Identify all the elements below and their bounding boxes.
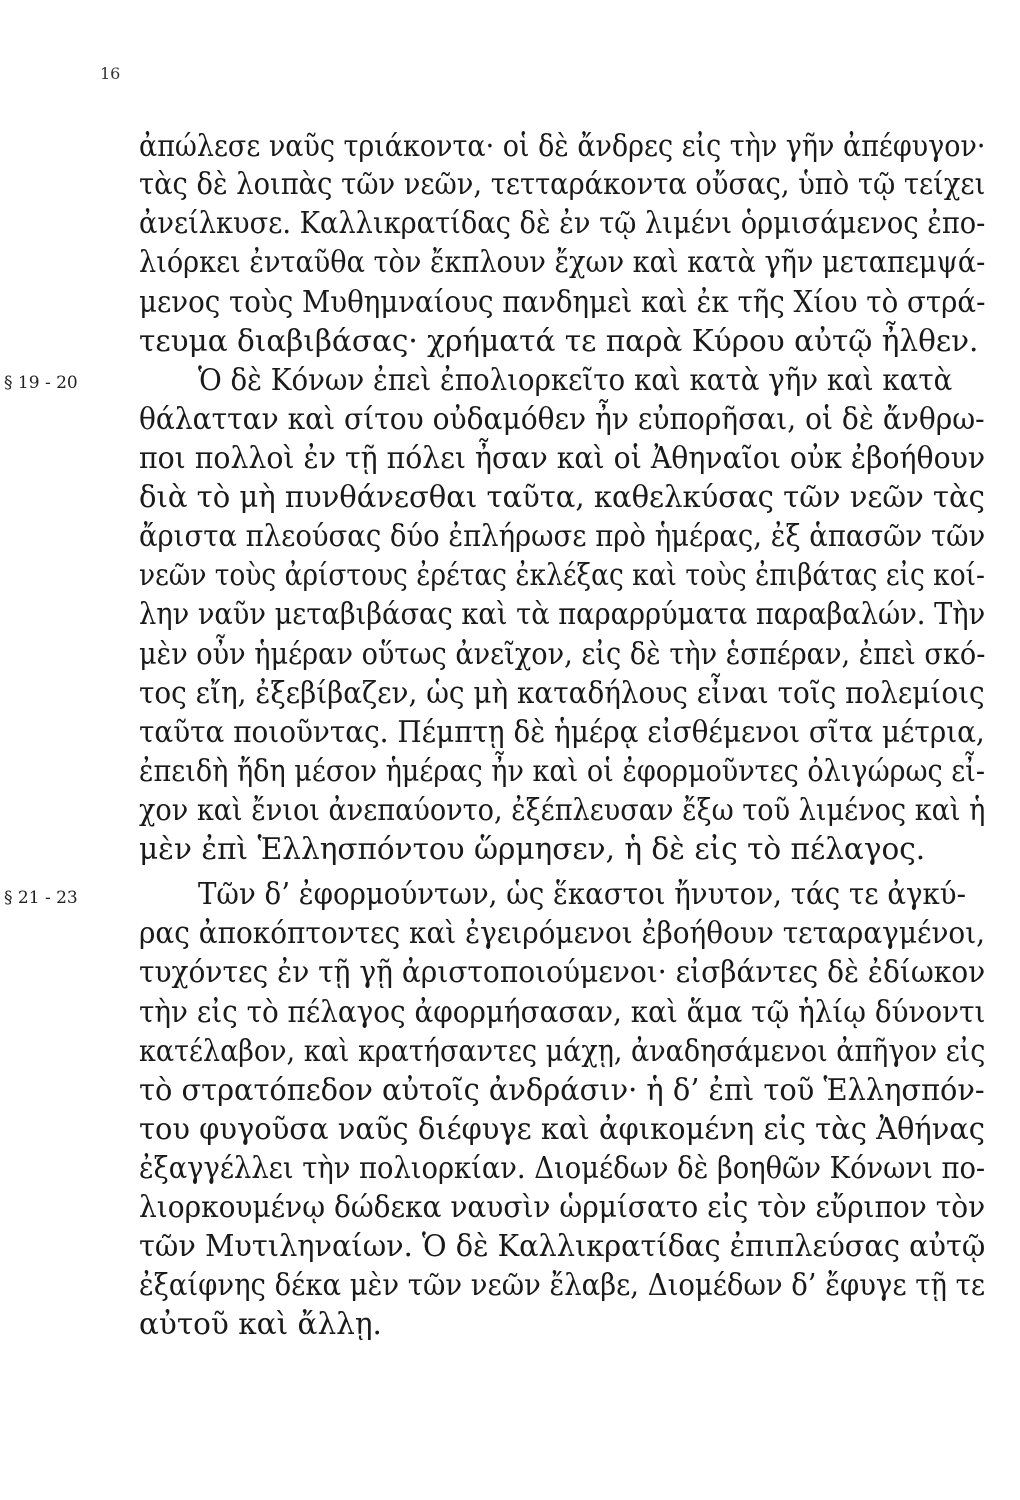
text-line: μὲν οὖν ἡμέραν οὕτως ἀνεῖχον, εἰς δὲ τὴν ἑσπέραν, ἐπεὶ σκό- xyxy=(139,637,986,671)
text-line: τὴν εἰς τὸ πέλαγος ἀφορμήσασαν, καὶ ἅμα τῷ ἡλίῳ δύνοντι xyxy=(139,995,986,1029)
text-line: ἀπώλεσε ναῦς τριάκοντα· οἱ δὲ ἄνδρες εἰς τὴν γῆν ἀπέφυγον· xyxy=(139,129,986,163)
page-number: 16 xyxy=(100,64,121,83)
text-line: τευμα διαβιβάσας· χρήματά τε παρὰ Κύρου αὐτῷ ἦλθεν. xyxy=(139,324,979,358)
text-line: τῶν Μυτιληναίων. Ὁ δὲ Καλλικρατίδας ἐπιπλεύσας αὐτῷ xyxy=(139,1229,986,1263)
text-line: μενος τοὺς Μυθημναίους πανδημεὶ καὶ ἐκ τῆς Χίου τὸ στρά- xyxy=(139,285,986,319)
text-line: κατέλαβον, καὶ κρατήσαντες μάχῃ, ἀναδησάμενοι ἀπῆγον εἰς xyxy=(139,1034,986,1068)
text-line: μὲν ἐπὶ Ἑλλησπόντου ὥρμησεν, ἡ δὲ εἰς τὸ πέλαγος. xyxy=(139,832,926,866)
text-line: Ὁ δὲ Κόνων ἐπεὶ ἐπολιορκεῖτο καὶ κατὰ γῆν καὶ κατὰ xyxy=(198,363,953,397)
text-line: ποι πολλοὶ ἐν τῇ πόλει ἦσαν καὶ οἱ Ἀθηναῖοι οὐκ ἐβοήθουν xyxy=(139,441,986,475)
text-line: ταῦτα ποιοῦντας. Πέμπτῃ δὲ ἡμέρᾳ εἰσθέμενοι σῖτα μέτρια, xyxy=(139,715,985,749)
section-ref: § 21 - 23 xyxy=(4,888,78,908)
text-line: Τῶν δ’ ἐφορμούντων, ὡς ἕκαστοι ἤνυτον, τάς τε ἀγκύ- xyxy=(198,877,966,911)
text-line: τυχόντες ἐν τῇ γῇ ἀριστοποιούμενοι· εἰσβάντες δὲ ἐδίωκον xyxy=(139,955,986,989)
text-line: τος εἴη, ἐξεβίβαζεν, ὡς μὴ καταδήλους εἶναι τοῖς πολεμίοις xyxy=(139,676,985,710)
section-ref: § 19 - 20 xyxy=(4,373,78,393)
text-line: θάλατταν καὶ σίτου οὐδαμόθεν ἦν εὐπορῆσαι, οἱ δὲ ἄνθρω- xyxy=(139,402,985,436)
text-line: ἄριστα πλεούσας δύο ἐπλήρωσε πρὸ ἡμέρας, ἐξ ἁπασῶν τῶν xyxy=(139,519,986,553)
text-line: ἐξαίφνης δέκα μὲν τῶν νεῶν ἔλαβε, Διομέδων δ’ ἔφυγε τῇ τε xyxy=(139,1268,986,1302)
text-line: τὸ στρατόπεδον αὐτοῖς ἀνδράσιν· ἡ δ’ ἐπὶ τοῦ Ἑλλησπόν- xyxy=(139,1073,985,1107)
text-line: λην ναῦν μεταβιβάσας καὶ τὰ παραρρύματα παραβαλών. Τὴν xyxy=(139,597,986,631)
text-line: ἀνείλκυσε. Καλλικρατίδας δὲ ἐν τῷ λιμένι ὁρμισάμενος ἐπο- xyxy=(139,206,986,240)
text-line: διὰ τὸ μὴ πυνθάνεσθαι ταῦτα, καθελκύσας τῶν νεῶν τὰς xyxy=(139,480,985,514)
text-line: τὰς δὲ λοιπὰς τῶν νεῶν, τετταράκοντα οὔσας, ὑπὸ τῷ τείχει xyxy=(139,167,986,201)
text-line: λιορκουμένῳ δώδεκα ναυσὶν ὡρμίσατο εἰς τὸν εὔριπον τὸν xyxy=(139,1190,986,1224)
text-line: του φυγοῦσα ναῦς διέφυγε καὶ ἀφικομένη εἰς τὰς Ἀθήνας xyxy=(139,1112,986,1146)
text-line: αὐτοῦ καὶ ἄλλῃ. xyxy=(139,1307,382,1341)
text-line: νεῶν τοὺς ἀρίστους ἐρέτας ἐκλέξας καὶ τοὺς ἐπιβάτας εἰς κοί- xyxy=(139,558,985,592)
text-line: ἐπειδὴ ἤδη μέσον ἡμέρας ἦν καὶ οἱ ἐφορμοῦντες ὀλιγώρως εἶ- xyxy=(139,754,986,788)
text-line: λιόρκει ἐνταῦθα τὸν ἔκπλουν ἔχων καὶ κατὰ γῆν μεταπεμψά- xyxy=(139,245,986,279)
text-line: χον καὶ ἔνιοι ἀνεπαύοντο, ἐξέπλευσαν ἔξω τοῦ λιμένος καὶ ἡ xyxy=(139,793,986,827)
text-line: ἐξαγγέλλει τὴν πολιορκίαν. Διομέδων δὲ βοηθῶν Κόνωνι πο- xyxy=(139,1151,986,1185)
text-line: ρας ἀποκόπτοντες καὶ ἐγειρόμενοι ἐβοήθουν τεταραγμένοι, xyxy=(139,916,986,950)
